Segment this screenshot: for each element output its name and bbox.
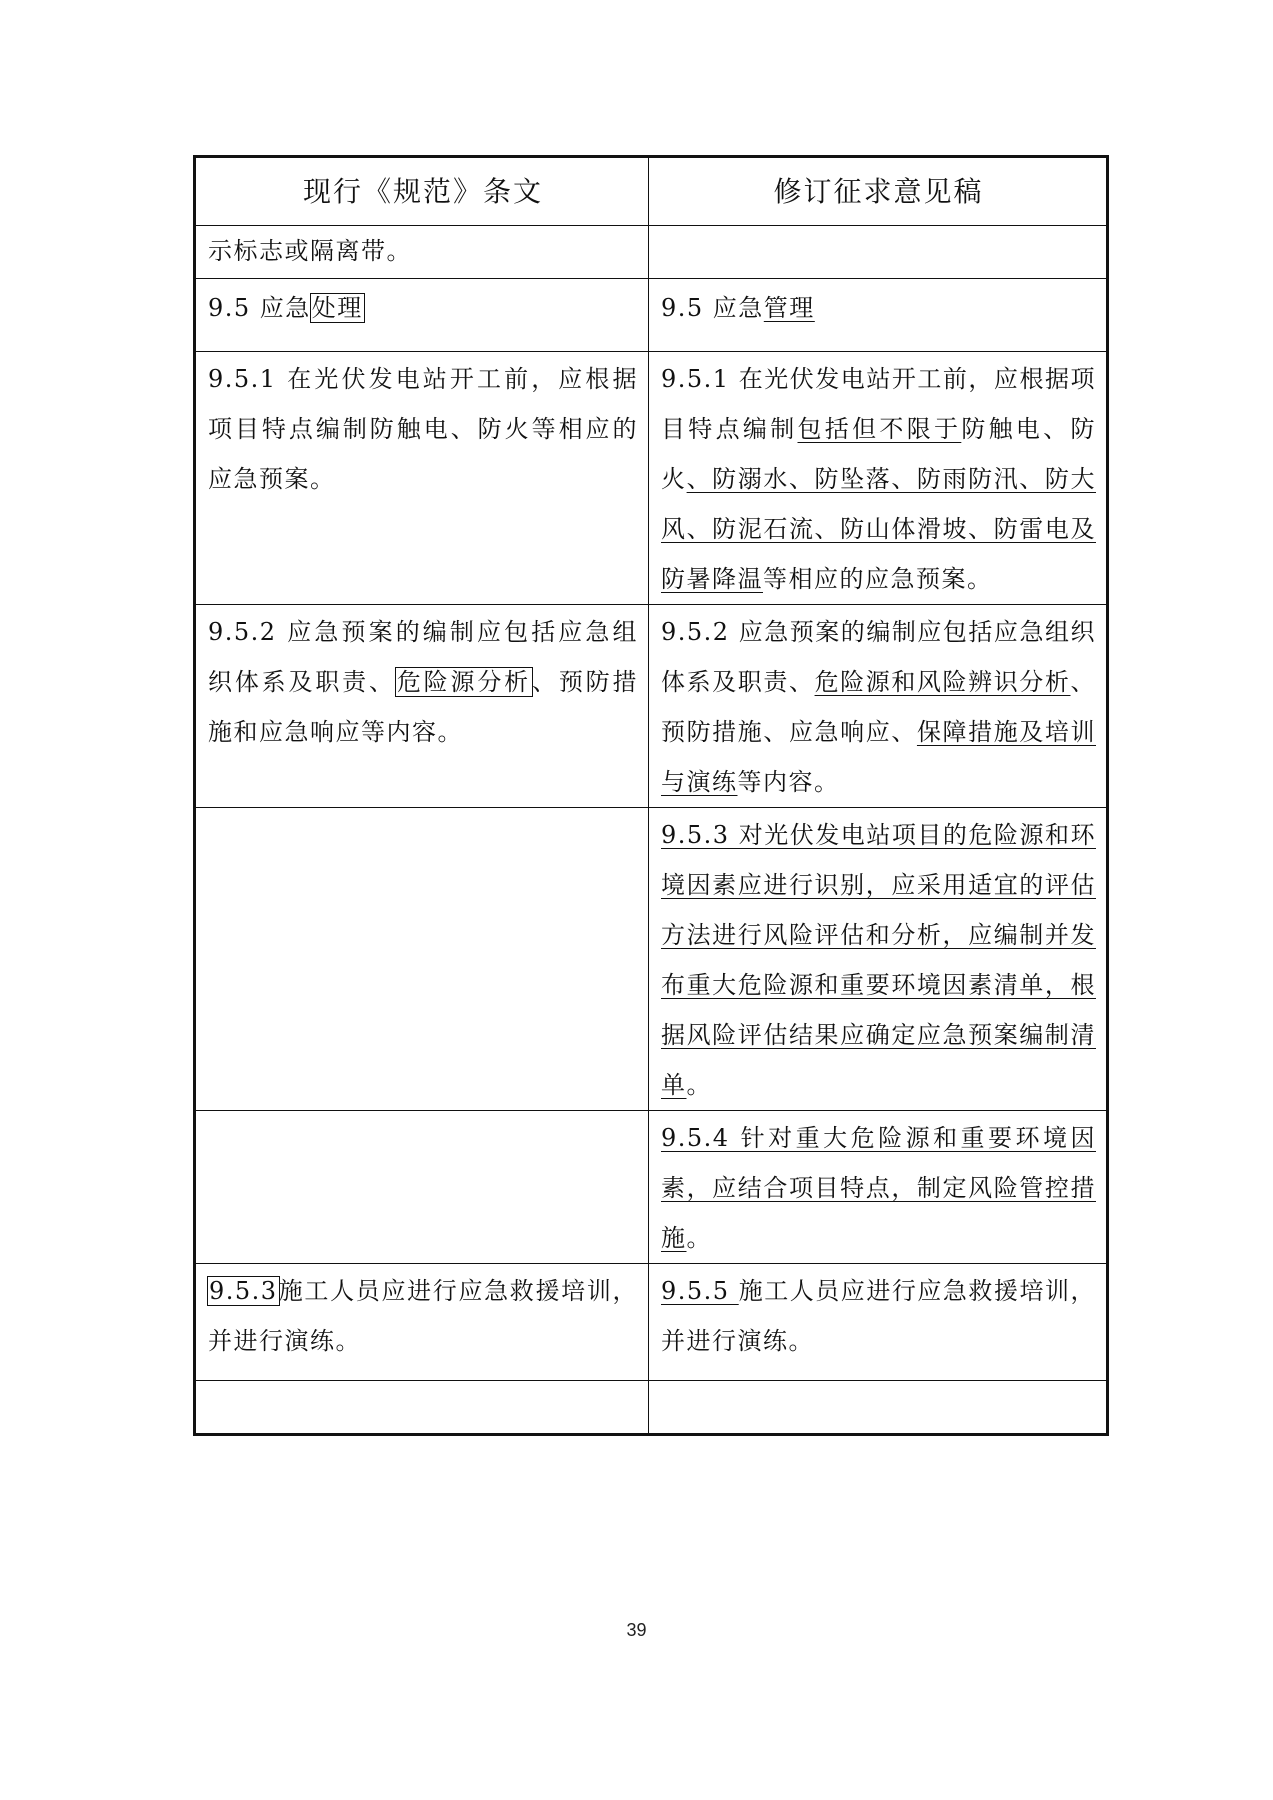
revised-text-segment: 9.5.3 对光伏发电站项目的危险源和环境因素应进行识别，应采用适宜的评估方法进行风险评估和分析，应编制并发布重大危险源和重要环境因素清单，根据风险评估结果应确定应急预案编制清单 xyxy=(661,821,1096,1099)
text-segment: 示标志或隔离带。 xyxy=(208,237,412,265)
cell-text xyxy=(661,810,1096,1110)
deleted-text-segment: 处理 xyxy=(311,294,363,322)
table-row xyxy=(195,279,1108,352)
table-row xyxy=(195,352,1108,605)
cell-text xyxy=(661,1113,1096,1263)
table-row xyxy=(195,605,1108,808)
revised-draft-cell xyxy=(649,1264,1108,1381)
text-segment: 防触电、防火 xyxy=(661,415,1097,493)
header-revised-draft: 修订征求意见稿 xyxy=(649,157,1108,226)
table-row xyxy=(195,808,1108,1111)
cell-text xyxy=(661,1266,1096,1366)
deleted-text-segment: 危险源分析 xyxy=(396,668,532,696)
text-segment: 、预防措施和应急响应等内容。 xyxy=(208,668,639,746)
table-row xyxy=(195,1111,1108,1264)
text-segment: 。 xyxy=(686,1224,712,1252)
text-segment: 9.5.1 在光伏发电站开工前，应根据项目特点编制 xyxy=(661,365,1096,443)
table-row xyxy=(195,1381,1108,1435)
revised-draft-cell xyxy=(649,605,1108,808)
text-segment: 9.5 应急 xyxy=(208,294,311,322)
cell-text xyxy=(661,283,1096,333)
cell-text xyxy=(208,354,638,504)
revised-draft-cell xyxy=(649,1111,1108,1264)
text-segment: 9.5 应急 xyxy=(661,294,764,322)
current-clause-cell xyxy=(195,1381,649,1435)
header-current-clause: 现行《规范》条文 xyxy=(195,157,649,226)
cell-text xyxy=(208,226,638,276)
current-clause-cell xyxy=(195,605,649,808)
text-segment: 施工人员应进行应急救援培训，并进行演练。 xyxy=(208,1277,638,1355)
table-row xyxy=(195,1264,1108,1381)
revised-text-segment: 、防溺水、防坠落、防雨防汛、防大风、防泥石流、防山体滑坡、防雷电及防暑降温 xyxy=(661,465,1096,593)
current-clause-cell xyxy=(195,226,649,279)
cell-text xyxy=(208,283,638,333)
current-clause-cell xyxy=(195,808,649,1111)
revised-draft-cell xyxy=(649,279,1108,352)
deleted-text-segment: 9.5.3 xyxy=(209,1277,278,1305)
revised-text-segment: 9.5.4 针对重大危险源和重要环境因素，应结合项目特点，制定风险管控措施 xyxy=(661,1124,1096,1252)
cell-text xyxy=(208,1266,638,1366)
comparison-table xyxy=(193,155,1109,1436)
revised-draft-cell xyxy=(649,226,1108,279)
text-segment: 施工人员应进行应急救援培训，并进行演练。 xyxy=(661,1277,1096,1355)
revised-text-segment: 9.5.5 xyxy=(661,1277,739,1305)
cell-text xyxy=(661,354,1096,604)
text-segment: 、预防措施、应急响应、 xyxy=(661,668,1096,746)
text-segment: 9.5.2 应急预案的编制应包括应急组织体系及职责、 xyxy=(208,618,638,696)
cell-text xyxy=(208,607,638,757)
revised-text-segment: 保障措施及培训与演练 xyxy=(661,718,1096,796)
table-row xyxy=(195,226,1108,279)
header-row xyxy=(195,157,1108,226)
revised-draft-cell xyxy=(649,352,1108,605)
current-clause-cell xyxy=(195,279,649,352)
text-segment: 。 xyxy=(686,1071,712,1099)
current-clause-cell xyxy=(195,1264,649,1381)
page-number: 39 xyxy=(626,1620,647,1640)
text-segment: 9.5.2 应急预案的编制应包括应急组织体系及职责、 xyxy=(661,618,1096,696)
text-segment: 9.5.1 在光伏发电站开工前，应根据项目特点编制防触电、防火等相应的应急预案。 xyxy=(208,365,638,493)
text-segment: 等相应的应急预案。 xyxy=(763,565,993,593)
cell-text xyxy=(661,607,1096,807)
text-segment: 等内容。 xyxy=(737,768,840,796)
current-clause-cell xyxy=(195,1111,649,1264)
revised-draft-cell xyxy=(649,1381,1108,1435)
revised-text-segment: 危险源和风险辨识分析 xyxy=(814,668,1071,696)
revised-text-segment: 包括但不限于 xyxy=(797,415,962,443)
revised-draft-cell xyxy=(649,808,1108,1111)
current-clause-cell xyxy=(195,352,649,605)
revised-text-segment: 管理 xyxy=(763,294,815,322)
